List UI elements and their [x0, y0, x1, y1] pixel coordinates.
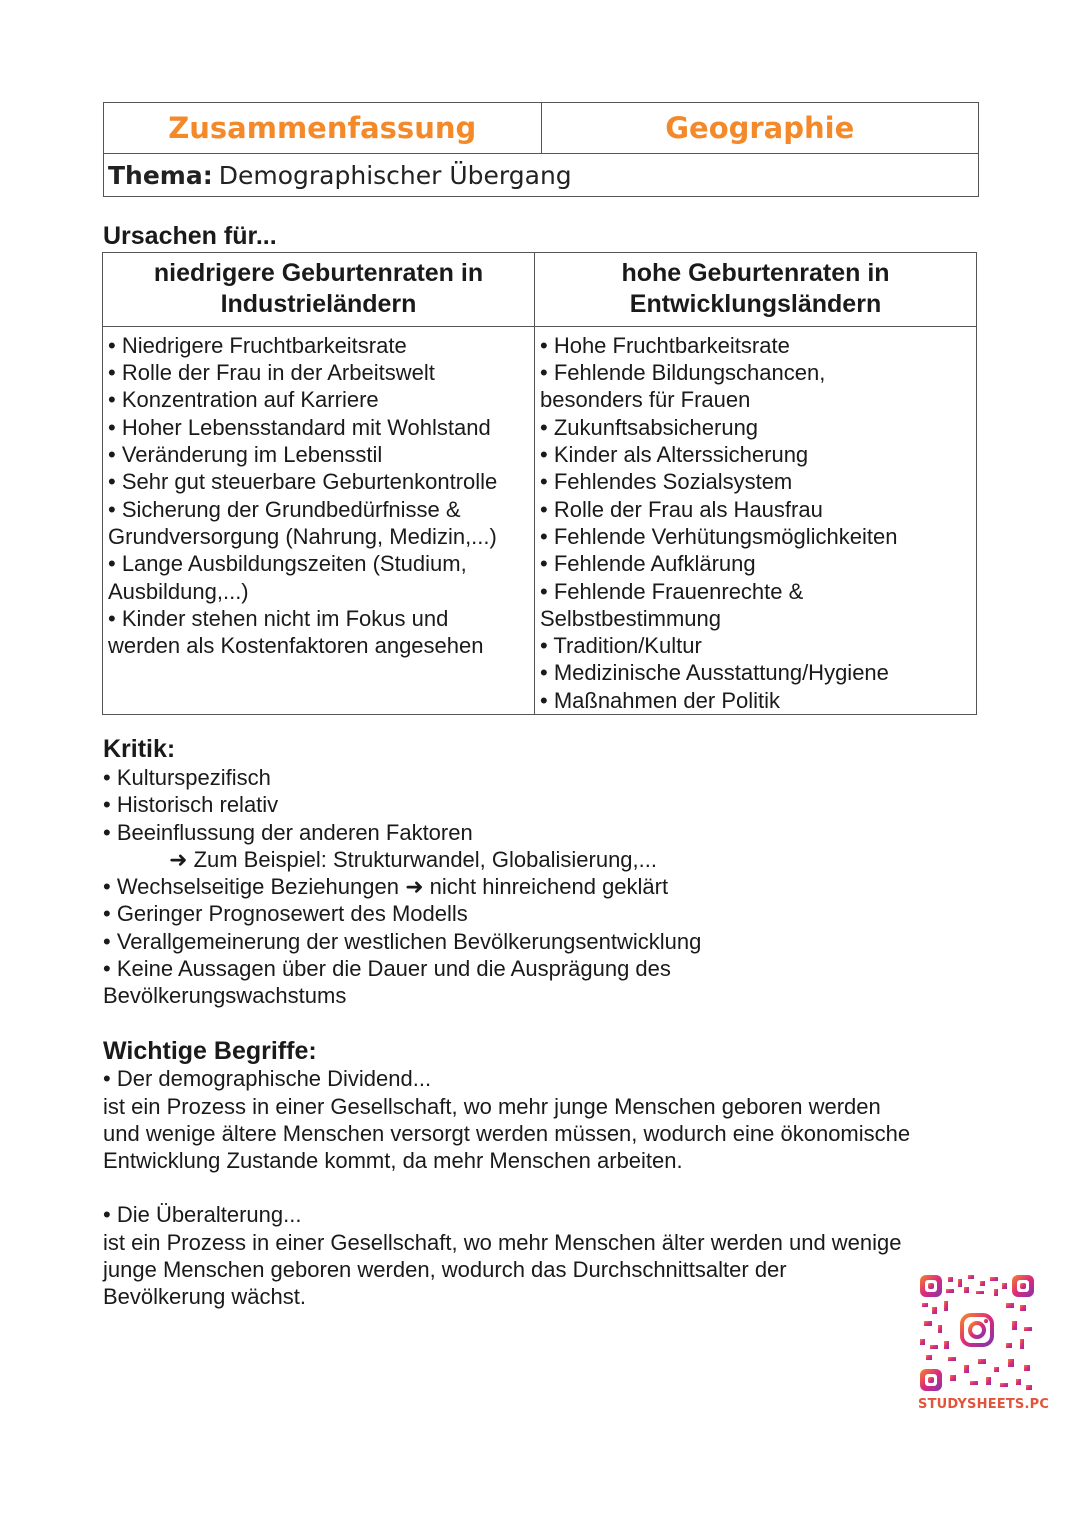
- list-item: • Hohe Fruchtbarkeitsrate: [540, 332, 790, 358]
- instagram-qr-icon: [920, 1275, 1034, 1391]
- header-table: [103, 102, 979, 197]
- list-item: Ausbildung,...): [108, 578, 249, 604]
- list-item: [103, 873, 977, 900]
- item-text: nicht hinreichend geklärt: [429, 874, 669, 900]
- list-item: Bevölkerungswachstums: [103, 983, 347, 1009]
- causes-header-row: [103, 253, 976, 327]
- term-definition-line: ist ein Prozess in einer Gesellschaft, wo mehr junge Menschen geboren werden: [103, 1093, 881, 1119]
- list-item: • Geringer Prognosewert des Modells: [103, 901, 468, 927]
- key-terms-section: [103, 1038, 977, 1311]
- subject-title: Geographie: [665, 111, 855, 145]
- header-box: [103, 102, 977, 197]
- term-definition-line: junge Menschen geboren werden, wodurch das Durchschnittsalter der: [103, 1257, 787, 1283]
- list-item: • Medizinische Ausstattung/Hygiene: [540, 660, 889, 686]
- right-column-heading: hohe Geburtenraten in Entwicklungsländern: [621, 259, 890, 319]
- summary-title: Zusammenfassung: [104, 103, 542, 153]
- list-item: • Veränderung im Lebensstil: [108, 442, 383, 468]
- list-item: • Beeinflussung der anderen Faktoren: [103, 819, 473, 845]
- term-heading: • Der demographische Dividend...: [103, 1066, 432, 1092]
- right-column: [535, 327, 976, 714]
- causes-title: Ursachen für...: [103, 222, 277, 250]
- list-item: • Hoher Lebensstandard mit Wohlstand: [108, 414, 491, 440]
- critique-list: [103, 764, 977, 1010]
- critique-title: Kritik:: [103, 735, 176, 763]
- example-text: Zum Beispiel: Strukturwandel, Globalisierung,...: [193, 846, 657, 872]
- left-column-heading: niedrigere Geburtenraten in Industrieländern: [103, 253, 535, 326]
- list-item: Grundversorgung (Nahrung, Medizin,...): [108, 523, 497, 549]
- left-cause-list: [103, 327, 534, 660]
- list-item: • Kinder stehen nicht im Fokus und: [108, 605, 449, 631]
- list-item: Selbstbestimmung: [540, 605, 721, 631]
- list-item: werden als Kostenfaktoren angesehen: [108, 633, 484, 659]
- list-item: • Keine Aussagen über die Dauer und die Ausprägung des: [103, 956, 671, 982]
- list-item: • Sehr gut steuerbare Geburtenkontrolle: [108, 469, 498, 495]
- list-item: • Fehlende Bildungschancen,: [540, 360, 826, 386]
- list-item: • Fehlende Verhütungsmöglichkeiten: [540, 523, 898, 549]
- arrow-right-icon: ➜: [405, 874, 424, 900]
- list-item: • Historisch relativ: [103, 792, 279, 818]
- list-item: • Maßnahmen der Politik: [540, 687, 781, 713]
- list-item: • Verallgemeinerung der westlichen Bevölkerungsentwicklung: [103, 928, 702, 954]
- arrow-right-icon: ➜: [169, 846, 188, 872]
- list-item: • Fehlende Frauenrechte &: [540, 578, 804, 604]
- list-item: • Kulturspezifisch: [103, 765, 271, 790]
- list-item: • Lange Ausbildungszeiten (Studium,: [108, 551, 467, 577]
- list-item: • Fehlende Aufklärung: [540, 551, 756, 577]
- list-item: • Sicherung der Grundbedürfnisse &: [108, 496, 461, 522]
- brand-watermark: STUDYSHEETS.PC: [918, 1397, 1050, 1412]
- term-definition-line: Bevölkerung wächst.: [103, 1284, 306, 1310]
- term-definition-line: ist ein Prozess in einer Gesellschaft, wo mehr Menschen älter werden und wenige: [103, 1229, 902, 1255]
- list-item: • Fehlendes Sozialsystem: [540, 469, 793, 495]
- list-item: besonders für Frauen: [540, 387, 751, 413]
- term-heading: • Die Überalterung...: [103, 1202, 302, 1228]
- list-item: • Zukunftsabsicherung: [540, 414, 759, 440]
- list-item: • Kinder als Alterssicherung: [540, 442, 809, 468]
- list-item-example: [103, 846, 977, 873]
- header-title-row: [104, 103, 978, 154]
- theme-value: Demographischer Übergang: [218, 160, 572, 190]
- right-cause-list: [535, 327, 976, 714]
- term-definition-line: und wenige ältere Menschen versorgt werden müssen, wodurch eine ökonomische: [103, 1120, 911, 1146]
- list-item: • Tradition/Kultur: [540, 633, 702, 659]
- list-item: • Rolle der Frau als Hausfrau: [540, 496, 823, 522]
- critique-section: [103, 735, 977, 1010]
- theme-label: Thema:: [108, 160, 213, 190]
- list-item: • Niedrigere Fruchtbarkeitsrate: [108, 332, 407, 358]
- item-text: • Wechselseitige Beziehungen: [103, 874, 399, 900]
- left-column: [103, 327, 535, 714]
- key-terms-title: Wichtige Begriffe:: [103, 1037, 317, 1065]
- list-item: • Rolle der Frau in der Arbeitswelt: [108, 360, 435, 386]
- theme-row: [104, 154, 978, 196]
- term-definition-line: Entwicklung Zustande kommt, da mehr Menschen arbeiten.: [103, 1148, 683, 1174]
- list-item: • Konzentration auf Karriere: [108, 387, 379, 413]
- causes-body-row: [103, 327, 976, 714]
- causes-table: [102, 252, 977, 715]
